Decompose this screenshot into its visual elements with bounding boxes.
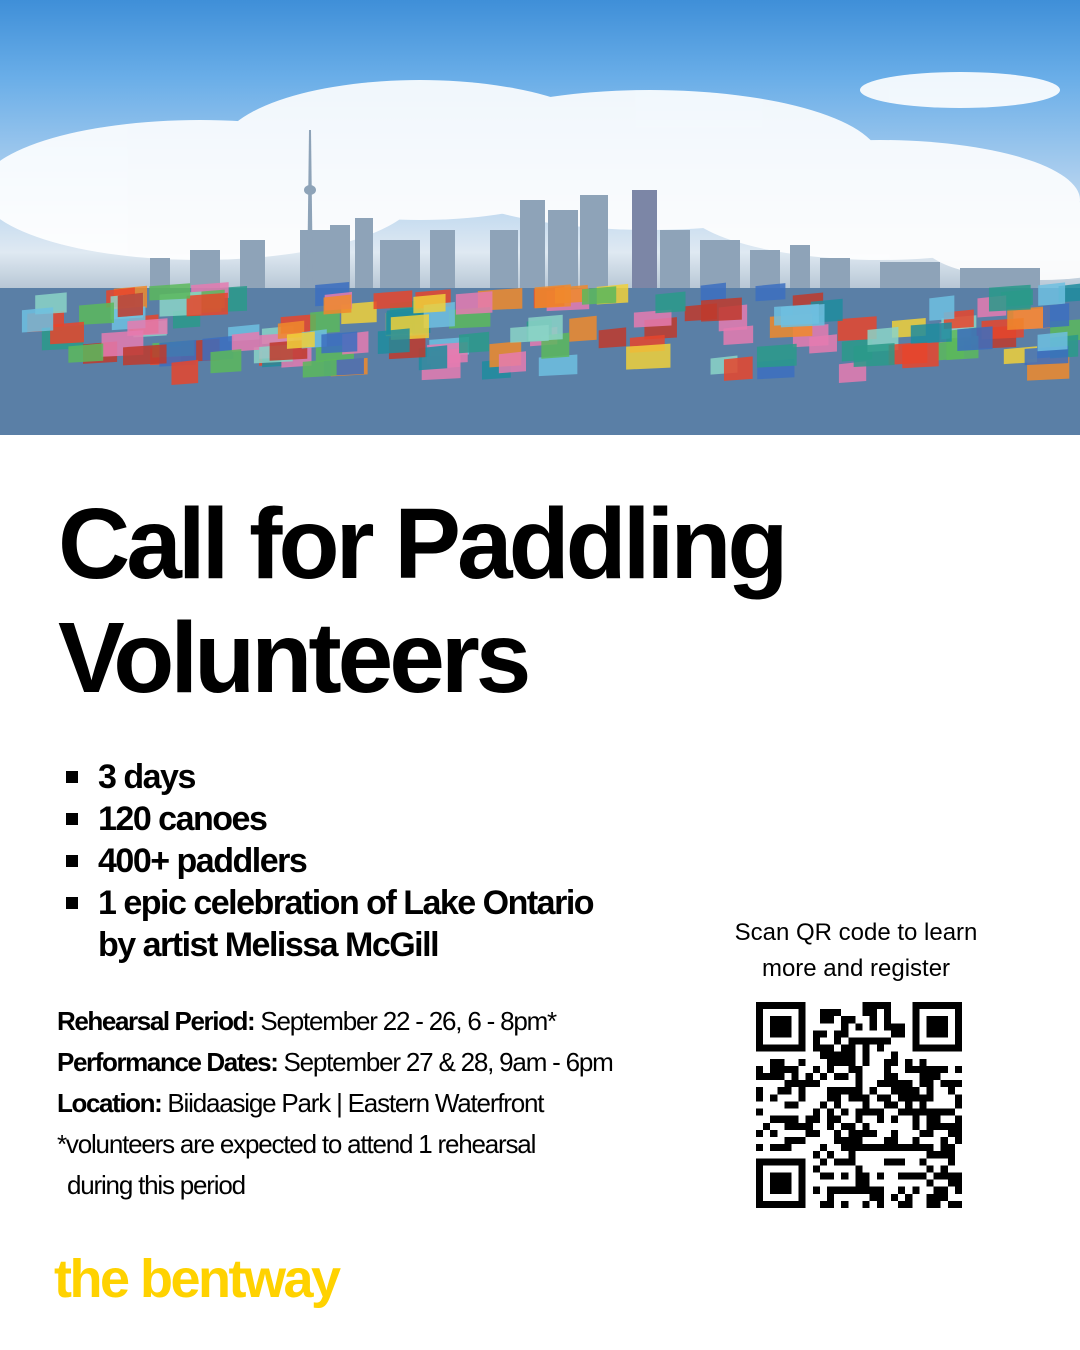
sail [701,298,742,322]
sail [68,343,103,362]
detail-label: Rehearsal Period: [57,1006,255,1036]
sail [626,344,670,370]
sail [118,293,143,317]
detail-value: September 22 - 26, 6 - 8pm* [254,1006,556,1036]
sail [321,332,357,354]
sail [929,295,954,320]
sail [374,290,413,309]
sail [774,304,819,326]
list-item [66,840,593,882]
sail [459,332,489,353]
bentway-logo: the bentway [54,1249,339,1309]
sail [854,343,895,367]
sail [655,292,685,314]
sail [187,293,228,317]
sail [528,315,562,341]
sail [499,351,526,373]
list-item [66,924,593,966]
bullet-icon [66,771,78,783]
sail [724,356,753,381]
sail [756,283,786,301]
sail [701,283,726,302]
sail [911,322,952,343]
sail [210,349,241,373]
qr-caption [716,915,996,987]
qr-caption-line-1: Scan QR code to learn [734,919,978,946]
skyline-illustration [0,0,1080,435]
detail-label: Performance Dates: [57,1047,278,1077]
sail [149,283,190,300]
sail [22,307,53,332]
sail [582,286,616,305]
sail [50,322,84,344]
rehearsal-period [57,1003,613,1044]
detail-value: Biidaasige Park | Eastern Waterfront [161,1088,544,1118]
highlights-list [66,756,593,966]
sail [757,344,797,368]
list-item [66,756,593,798]
sail [287,332,315,349]
list-item-text: 120 canoes [98,799,267,838]
hero-image [0,0,1080,435]
page-title-line-1: Call for Paddling [58,488,785,600]
sail [569,316,596,342]
bullet-icon [66,939,78,951]
sail [456,291,493,314]
sail [232,332,259,352]
sail [957,326,992,351]
detail-value: September 27 & 28, 9am - 6pm [277,1047,613,1077]
sail [324,294,352,314]
page-title-line-2: Volunteers [58,602,528,714]
sail [1038,282,1065,305]
sail [599,327,626,348]
sail [1043,303,1069,328]
note-line-2: during this period [67,1170,245,1200]
sail [79,303,114,325]
list-item [66,882,593,924]
location [57,1085,613,1126]
sail [723,325,753,344]
sail [1038,332,1068,351]
sail [989,285,1031,312]
event-details [57,1003,613,1208]
bullet-icon [66,813,78,825]
bullet-icon [66,855,78,867]
note-line-1: *volunteers are expected to attend 1 rehearsal [57,1129,536,1159]
list-item [66,798,593,840]
sail [413,294,445,314]
sail [171,360,198,385]
list-item-text: 400+ paddlers [98,841,307,880]
qr-code[interactable] [756,1002,962,1208]
sail [303,359,337,378]
list-item-text: by artist Melissa McGill [98,925,439,964]
detail-label: Location: [57,1088,162,1118]
performance-dates [57,1044,613,1085]
qr-caption-line-2: more and register [761,955,951,982]
list-item-text: 1 epic celebration of Lake Ontario [98,883,594,922]
bullet-icon [66,897,78,909]
sail [378,328,410,354]
list-item-text: 3 days [98,757,195,796]
sail [535,284,571,308]
sail [123,344,166,365]
